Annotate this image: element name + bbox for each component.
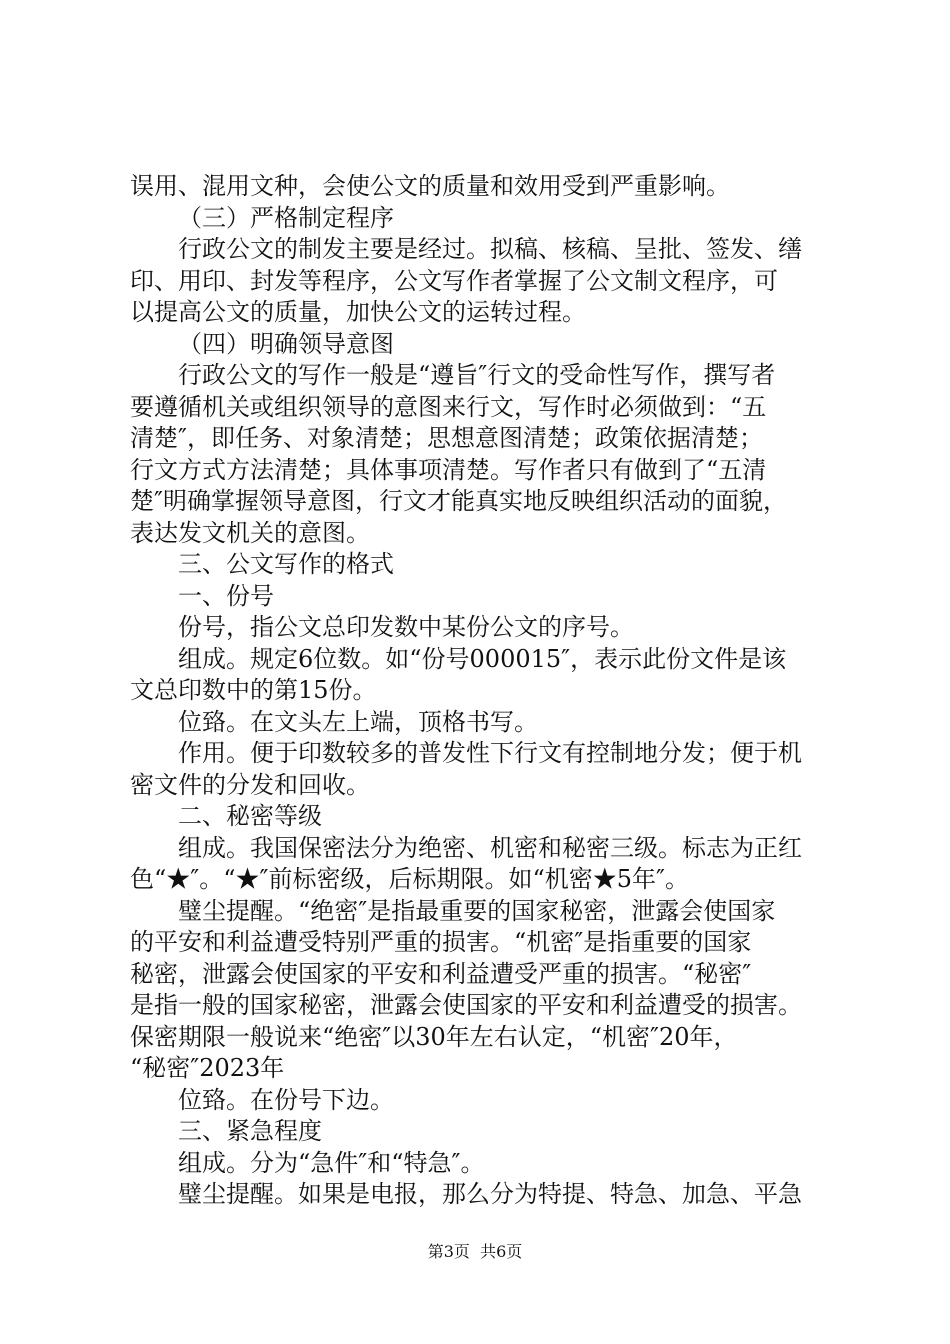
text-line: 位臵。在份号下边。 xyxy=(178,1085,394,1114)
page-number-footer: 第3页 共6页 xyxy=(427,1242,523,1261)
document-body xyxy=(130,171,835,1211)
text-line: 楚″明确掌握领导意图，行文才能真实地反映组织活动的面貌， xyxy=(130,487,787,515)
text-line: 位臵。在文头左上端，顶格书写。 xyxy=(178,707,538,736)
text-line: 是指一般的国家秘密，泄露会使国家的平安和利益遭受的损害。 xyxy=(130,991,802,1019)
text-line: 璧尘提醒。如果是电报，那么分为特提、特急、加急、平急 xyxy=(178,1180,802,1208)
text-line: 保密期限一般说来“绝密″以30年左右认定，“机密″20年， xyxy=(130,1022,738,1051)
text-line: 文总印数中的第15份。 xyxy=(130,676,377,704)
section-heading: 二、秘密等级 xyxy=(178,802,322,830)
text-line: 组成。我国保密法分为绝密、机密和秘密三级。标志为正红 xyxy=(178,833,802,862)
text-line: 秘密，泄露会使国家的平安和利益遭受严重的损害。“秘密″ xyxy=(130,959,752,988)
text-line: 密文件的分发和回收。 xyxy=(130,770,370,799)
text-line: 璧尘提醒。“绝密″是指最重要的国家秘密，泄露会使国家 xyxy=(178,896,776,925)
text-line: 的平安和利益遭受特别严重的损害。“机密″是指重要的国家 xyxy=(130,928,752,956)
section-heading: 三、紧急程度 xyxy=(178,1117,322,1145)
section-heading: （四）明确领导意图 xyxy=(178,329,394,358)
text-line: 误用、混用文种，会使公文的质量和效用受到严重影响。 xyxy=(130,172,730,200)
text-line: 份号，指公文总印发数中某份公文的序号。 xyxy=(178,613,634,641)
text-line: 行文方式方法清楚；具体事项清楚。写作者只有做到了“五清 xyxy=(130,455,767,484)
section-heading: 一、份号 xyxy=(178,581,274,610)
text-line: 作用。便于印数较多的普发性下行文有控制地分发；便于机 xyxy=(178,739,802,767)
text-line: 行政公文的制发主要是经过。拟稿、核稿、呈批、签发、缮 xyxy=(178,235,802,263)
text-line: “秘密″2023年 xyxy=(130,1054,285,1082)
text-line: 行政公文的写作一般是“遵旨″行文的受命性写作，撰写者 xyxy=(178,361,776,389)
text-line: 组成。规定6位数。如“份号000015″，表示此份文件是该 xyxy=(178,644,787,673)
text-line: 表达发文机关的意图。 xyxy=(130,518,370,547)
text-line: 组成。分为“急件″和“特急″。 xyxy=(178,1148,485,1177)
text-line: 要遵循机关或组织领导的意图来行文，写作时必须做到：“五 xyxy=(130,392,767,421)
section-heading: （三）严格制定程序 xyxy=(178,203,394,232)
text-line: 色“★″。“★″前标密级，后标期限。如“机密★5年″。 xyxy=(130,865,689,893)
text-line: 以提高公文的质量，加快公文的运转过程。 xyxy=(130,298,586,326)
section-heading: 三、公文写作的格式 xyxy=(178,550,394,578)
text-line: 印、用印、封发等程序，公文写作者掌握了公文制文程序，可 xyxy=(130,266,778,295)
text-line: 清楚″，即任务、对象清楚；思想意图清楚；政策依据清楚； xyxy=(130,424,763,452)
